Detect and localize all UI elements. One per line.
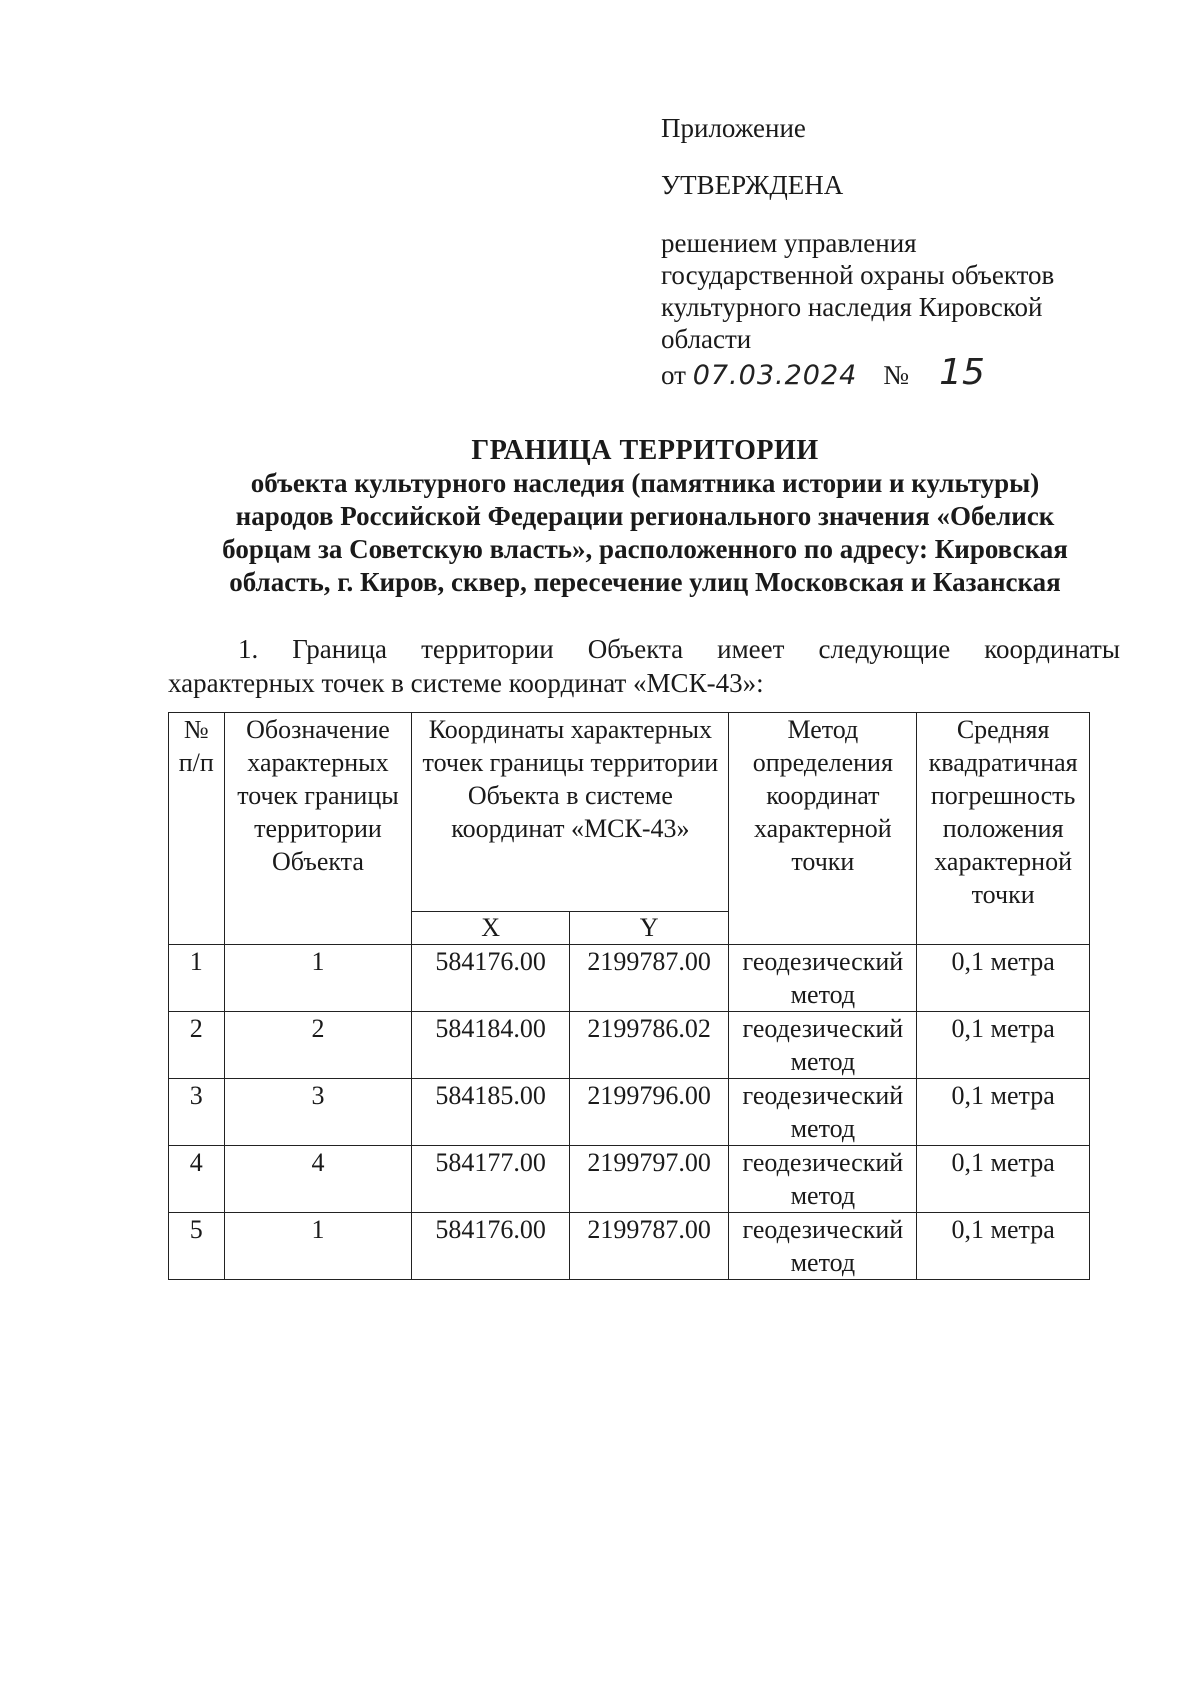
table-row	[169, 1012, 1090, 1079]
cell-method: геодезический метод	[729, 1146, 917, 1213]
cell-num: 1	[169, 945, 225, 1012]
cell-error: 0,1 метра	[917, 1012, 1090, 1079]
cell-x: 584185.00	[412, 1079, 570, 1146]
table-header-row	[169, 713, 1090, 912]
header-error: Средняя квадратичная погрешность положения характерной точки	[917, 713, 1090, 945]
coordinates-table	[168, 712, 1090, 1280]
cell-error: 0,1 метра	[917, 1146, 1090, 1213]
cell-point: 3	[224, 1079, 412, 1146]
cell-y: 2199786.02	[569, 1012, 729, 1079]
cell-point: 4	[224, 1146, 412, 1213]
cell-num: 5	[169, 1213, 225, 1280]
table-row	[169, 1079, 1090, 1146]
header-designation: Обозначение характерных точек границы территории Объекта	[224, 713, 412, 945]
table-row	[169, 1213, 1090, 1280]
header-y: Y	[569, 912, 729, 945]
header-method: Метод определения координат характерной точки	[729, 713, 917, 945]
document-heading	[170, 434, 1120, 599]
header-num: № п/п	[169, 713, 225, 945]
number-sign: №	[883, 360, 910, 390]
approved-label: УТВЕРЖДЕНА	[661, 170, 844, 200]
cell-y: 2199787.00	[569, 945, 729, 1012]
cell-error: 0,1 метра	[917, 1079, 1090, 1146]
decision-line-3: культурного наследия Кировской	[661, 292, 1043, 322]
cell-error: 0,1 метра	[917, 1213, 1090, 1280]
cell-point: 2	[224, 1012, 412, 1079]
subtitle-line-2: народов Российской Федерации регионального значения «Обелиск	[235, 501, 1055, 531]
subtitle-line-3: борцам за Советскую власть», расположенного по адресу: Кировская	[222, 534, 1068, 564]
cell-num: 4	[169, 1146, 225, 1213]
cell-x: 584177.00	[412, 1146, 570, 1213]
date-prefix: от	[661, 360, 686, 390]
cell-x: 584176.00	[412, 1213, 570, 1280]
handwritten-date: 07.03.2024	[692, 360, 858, 391]
cell-x: 584184.00	[412, 1012, 570, 1079]
header-x: X	[412, 912, 570, 945]
document-title: ГРАНИЦА ТЕРРИТОРИИ	[471, 435, 819, 466]
decision-line-2: государственной охраны объектов	[661, 260, 1055, 290]
cell-method: геодезический метод	[729, 1079, 917, 1146]
cell-num: 2	[169, 1012, 225, 1079]
subtitle-line-4: область, г. Киров, сквер, пересечение улиц Московская и Казанская	[229, 567, 1061, 597]
paragraph-line-1: 1. Граница территории Объекта имеет следующие координаты	[238, 634, 1120, 664]
handwritten-number: 15	[939, 352, 985, 393]
decision-line-4: области	[661, 324, 752, 354]
cell-method: геодезический метод	[729, 945, 917, 1012]
intro-paragraph	[168, 632, 1120, 700]
cell-y: 2199796.00	[569, 1079, 729, 1146]
cell-error: 0,1 метра	[917, 945, 1090, 1012]
cell-method: геодезический метод	[729, 1012, 917, 1079]
date-number-line	[661, 352, 1141, 397]
header-coordinates: Координаты характерных точек границы территории Объекта в системе координат «МСК-43»	[412, 713, 729, 912]
cell-point: 1	[224, 945, 412, 1012]
cell-x: 584176.00	[412, 945, 570, 1012]
appendix-label: Приложение	[661, 113, 806, 143]
table-row	[169, 945, 1090, 1012]
approval-block	[661, 112, 1141, 397]
paragraph-line-2: характерных точек в системе координат «МСК-43»:	[168, 668, 764, 698]
decision-line-1: решением управления	[661, 228, 917, 258]
cell-num: 3	[169, 1079, 225, 1146]
cell-method: геодезический метод	[729, 1213, 917, 1280]
table-row	[169, 1146, 1090, 1213]
cell-y: 2199787.00	[569, 1213, 729, 1280]
cell-point: 1	[224, 1213, 412, 1280]
subtitle-line-1: объекта культурного наследия (памятника истории и культуры)	[250, 468, 1040, 498]
cell-y: 2199797.00	[569, 1146, 729, 1213]
